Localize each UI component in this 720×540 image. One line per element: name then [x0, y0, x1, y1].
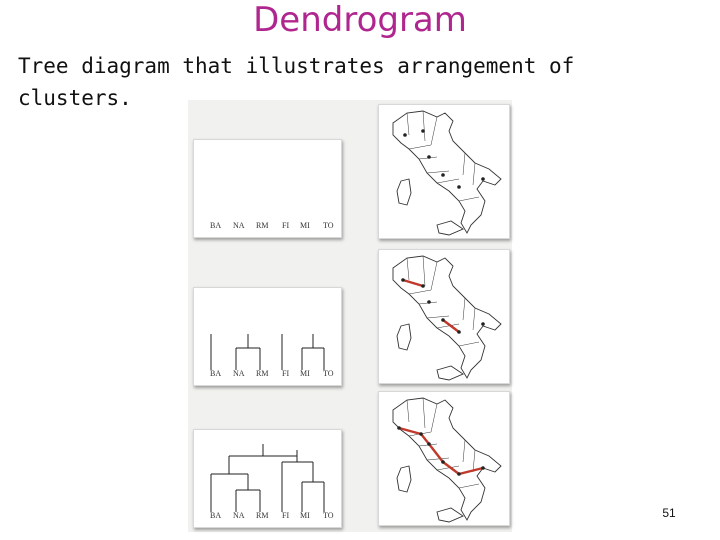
leaf-label: TO	[323, 511, 334, 520]
city-marker	[481, 177, 485, 181]
leaf-labels	[204, 369, 334, 381]
italy-map-panel-step-2	[378, 249, 510, 384]
sicily	[437, 508, 463, 522]
italy-outline	[393, 111, 501, 233]
city-marker	[457, 330, 461, 334]
leaf-label: TO	[323, 221, 334, 230]
leaf-label: RM	[256, 369, 269, 378]
cluster-link-fi	[421, 434, 429, 444]
italy-map-step-2	[379, 250, 509, 383]
sardinia	[397, 466, 411, 492]
leaf-label: RM	[256, 221, 269, 230]
dendrogram-panel-step-2	[193, 287, 342, 386]
city-marker	[427, 442, 431, 446]
leaf-label: TO	[323, 369, 334, 378]
italy-map-panel-step-1	[378, 104, 510, 239]
leaf-label: BA	[210, 511, 222, 520]
sicily	[437, 366, 463, 380]
leaf-label: NA	[233, 511, 245, 520]
dendrogram-figure	[188, 100, 512, 532]
sardinia	[397, 179, 411, 205]
leaf-label: BA	[210, 221, 222, 230]
leaf-label: NA	[233, 221, 245, 230]
italy-outline	[393, 398, 501, 520]
city-marker	[441, 173, 445, 177]
city-marker	[401, 278, 405, 282]
city-marker	[403, 133, 407, 137]
dendrogram-panel-step-1	[193, 139, 342, 238]
city-marker	[397, 426, 401, 430]
city-marker	[481, 466, 485, 470]
leaf-label: FI	[282, 511, 290, 520]
leaf-label: BA	[210, 369, 222, 378]
city-marker	[421, 129, 425, 133]
italy-outline	[393, 256, 501, 378]
cluster-link-na-rm	[443, 320, 459, 332]
slide-subtitle: Tree diagram that illustrates arrangement of clusters.	[18, 54, 575, 110]
leaf-label: NA	[233, 369, 245, 378]
city-marker	[457, 185, 461, 189]
leaf-labels	[204, 221, 334, 233]
page-number: 51	[662, 506, 676, 520]
city-marker	[419, 432, 423, 436]
city-marker	[421, 284, 425, 288]
leaf-label: RM	[256, 511, 269, 520]
dendrogram-panel-step-3	[193, 429, 342, 528]
cluster-link-mi-to	[403, 280, 423, 286]
italy-map-panel-step-3	[378, 391, 510, 526]
city-marker	[427, 155, 431, 159]
leaf-label: MI	[300, 221, 310, 230]
leaf-label: MI	[300, 369, 310, 378]
city-marker	[441, 460, 445, 464]
sicily	[437, 221, 463, 235]
italy-map-step-1	[379, 105, 509, 238]
slide-title: Dendrogram	[253, 0, 467, 40]
leaf-labels	[204, 511, 334, 523]
city-marker	[457, 472, 461, 476]
city-marker	[427, 300, 431, 304]
leaf-label: MI	[300, 511, 310, 520]
city-marker	[481, 322, 485, 326]
sardinia	[397, 324, 411, 350]
city-marker	[441, 318, 445, 322]
italy-map-step-3	[379, 392, 509, 525]
leaf-label: FI	[282, 221, 290, 230]
cluster-link-na-rm	[443, 462, 459, 474]
leaf-label: FI	[282, 369, 290, 378]
